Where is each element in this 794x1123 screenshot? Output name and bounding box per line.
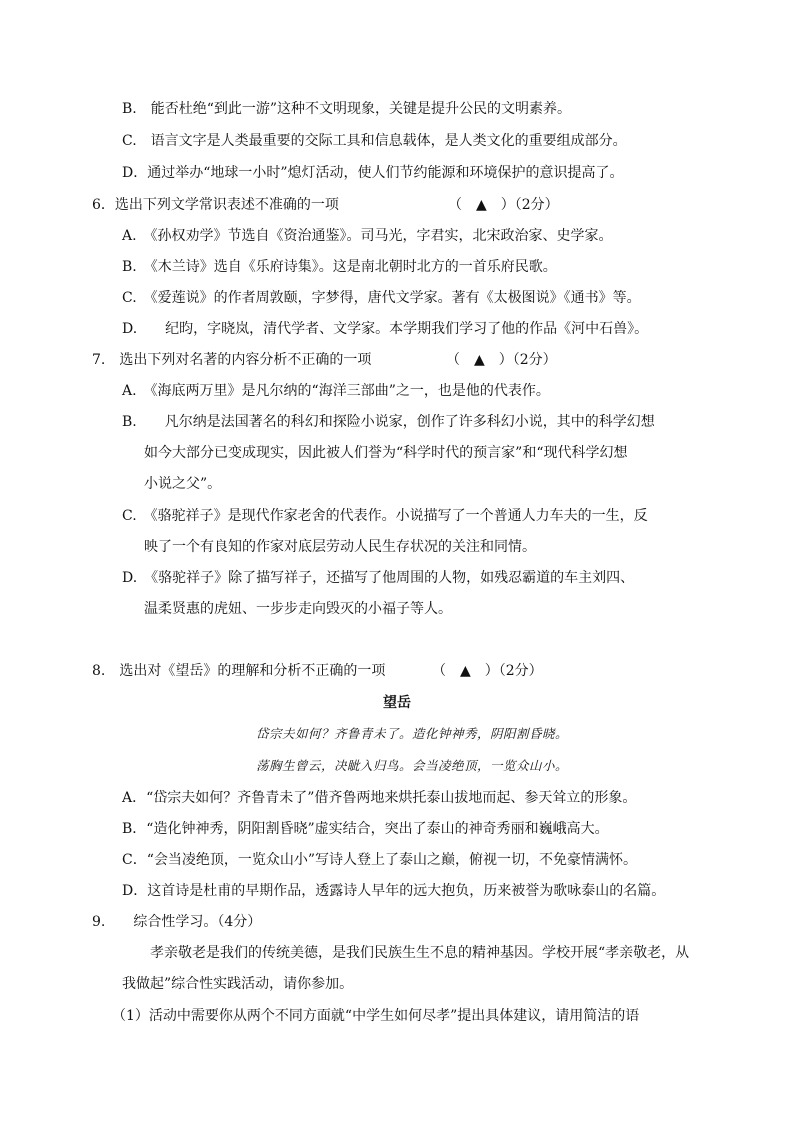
q7-answer-slot: （ ▲ ）（2分） xyxy=(446,352,557,368)
poem-title: 望岳 xyxy=(383,695,411,711)
q5-option-c: C. 语言文字是人类最重要的交际工具和信息载体，是人类文化的重要组成部分。 xyxy=(122,133,627,149)
q7-stem: 7. 选出下列对名著的内容分析不正确的一项 xyxy=(92,352,372,368)
q8-option-d: D．这首诗是杜甫的早期作品，透露诗人早年的远大抱负，历来被誉为歌咏泰山的名篇。 xyxy=(122,883,666,899)
q5-option-b: B. 能否杜绝“到此一游”这种不文明现象，关键是提升公民的文明素养。 xyxy=(122,101,572,117)
q7-option-b-line1: B. 凡尔纳是法国著名的科幻和探险小说家，创作了许多科幻小说，其中的科学幻想 xyxy=(122,414,655,430)
q9-paragraph-line2: 我做起”综合性实践活动，请你参加。 xyxy=(122,976,354,992)
q7-option-d-line2: 温柔贤惠的虎妞、一步步走向毁灭的小福子等人。 xyxy=(144,601,452,617)
q6-option-d: D. 纪昀，字晓岚，清代学者、文学家。本学期我们学习了他的作品《河中石兽》。 xyxy=(122,321,649,337)
q7-option-b-line2: 如今大部分已变成现实，因此被人们誉为“科学时代的预言家”和“现代科学幻想 xyxy=(144,445,628,461)
q5-option-d: D．通过举办“地球一小时”熄灯活动，使人们节约能源和环境保护的意识提高了。 xyxy=(122,165,624,181)
q8-answer-slot: （ ▲ ）（2分） xyxy=(432,663,543,679)
q7-option-c-line2: 映了一个有良知的作家对底层劳动人民生存状况的关注和同情。 xyxy=(144,539,536,555)
q9-paragraph-line1: 孝亲敬老是我们的传统美德，是我们民族生生不息的精神基因。学校开展“孝亲敬老，从 xyxy=(150,945,690,961)
q7-option-a: A. 《海底两万里》是凡尔纳的“海洋三部曲”之一，也是他的代表作。 xyxy=(122,383,550,399)
poem-line-1: 岱宗夫如何？齐鲁青未了。造化钟神秀，阴阳割昏晓。 xyxy=(256,726,569,741)
q8-option-b: B．“造化钟神秀，阴阳割昏晓”虚实结合，突出了泰山的神奇秀丽和巍峨高大。 xyxy=(122,821,609,837)
q8-option-c: C．“会当凌绝顶，一览众山小”写诗人登上了泰山之巅，俯视一切，不免豪情满怀。 xyxy=(122,852,638,868)
q9-stem: 9. 综合性学习。（4分） xyxy=(92,914,262,930)
q6-option-b: B. 《木兰诗》选自《乐府诗集》。这是南北朝时北方的一首乐府民歌。 xyxy=(122,259,557,275)
q7-option-c-line1: C. 《骆驼祥子》是现代作家老舍的代表作。小说描写了一个普通人力车夫的一生，反 xyxy=(122,508,648,524)
q7-option-b-line3: 小说之父”。 xyxy=(144,476,222,492)
q6-option-a: A. 《孙权劝学》节选自《资治通鉴》。司马光，字君实，北宋政治家、史学家。 xyxy=(122,228,613,244)
q8-option-a: A．“岱宗夫如何？齐鲁青未了”借齐鲁两地来烘托泰山拔地而起、参天耸立的形象。 xyxy=(122,790,637,806)
q6-answer-slot: （ ▲ ）（2分） xyxy=(448,197,559,213)
q9-subquestion-1: （1）活动中需要你从两个不同方面就“中学生如何尽孝”提出具体建议，请用简洁的语 xyxy=(112,1008,640,1024)
q6-stem: 6．选出下列文学常识表述不准确的一项 xyxy=(92,197,339,213)
q8-stem: 8. 选出对《望岳》的理解和分析不正确的一项 xyxy=(92,663,386,679)
poem-line-2: 荡胸生曾云，决眦入归鸟。会当凌绝顶，一览众山小。 xyxy=(256,758,569,773)
q7-option-d-line1: D. 《骆驼祥子》除了描写祥子，还描写了他周围的人物，如残忍霸道的车主刘四、 xyxy=(122,570,635,586)
q6-option-c: C. 《爱莲说》的作者周敦颐，字梦得，唐代文学家。著有《太极图说》《通书》等。 xyxy=(122,290,641,306)
